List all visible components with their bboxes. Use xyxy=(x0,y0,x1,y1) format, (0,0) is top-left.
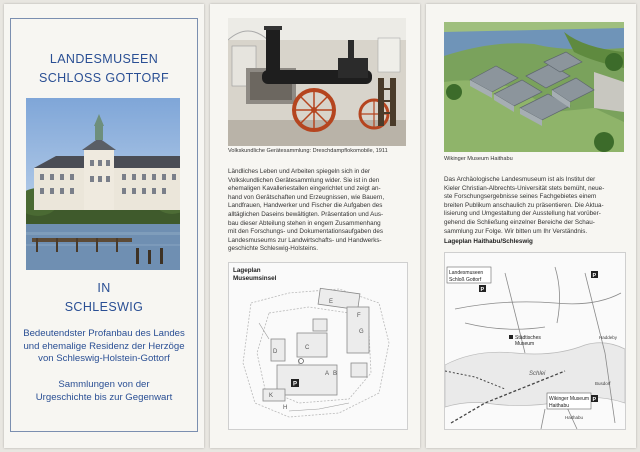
map-label-busdorf: Busdorf xyxy=(595,381,611,386)
haithabu-panel xyxy=(426,4,636,448)
parking-label: P xyxy=(592,272,597,279)
text-line: Kieler Christian-Albrechts-Universität stets bemüht, neue- xyxy=(444,184,605,192)
coll-line-2: Urgeschichte bis zur Gegenwart xyxy=(35,391,173,403)
cover-panel xyxy=(4,4,204,448)
text-line: sammlung zur Folge. Wir bitten um Ihr Verständnis. xyxy=(444,227,588,235)
map-title-line-2: Museumsinsel xyxy=(233,275,277,282)
map-label-e: E xyxy=(329,299,334,305)
in-line: IN xyxy=(97,281,111,295)
map-label-haddeby: Haddeby xyxy=(599,335,618,340)
collections-subtitle xyxy=(4,379,204,404)
text-line: Das Archäologische Landesmuseum ist als Institut der xyxy=(444,176,596,183)
parking-label: P xyxy=(293,381,298,388)
coll-line-1: Sammlungen von der xyxy=(58,379,150,390)
desc-line-2: und ehemalige Residenz der Herzöge xyxy=(23,340,185,352)
text-line: breiten Publikum anschaulich zu präsentieren. Die Aktua- xyxy=(444,201,604,209)
map-label-haithabu: Haithabu xyxy=(565,415,584,420)
parking-label: P xyxy=(480,286,485,293)
map-label-wikinger-2: Haithabu xyxy=(549,403,570,409)
viking-museum-photo xyxy=(444,22,624,152)
title-line-2: SCHLOSS GOTTORF xyxy=(38,71,170,85)
map-label-gottorf-2: Schloß Gottorf xyxy=(449,277,482,283)
map-label-b: B xyxy=(333,371,338,377)
map-label-k: K xyxy=(269,393,274,399)
text-line: bau dieser Abteilung stehen in engem Zusammenhang xyxy=(228,219,381,227)
museum-title xyxy=(4,50,204,88)
text-line: ste Forschungsergebnisse seines Fachgebietes einem xyxy=(444,193,597,201)
town-line: SCHLESWIG xyxy=(64,300,144,314)
text-line: Volkskundlichen Gerätesammlung wider. Sie ist in den xyxy=(228,176,380,184)
museum-marker-icon xyxy=(509,335,513,339)
text-line: gehend die Schließung einzelner Bereiche der Schau- xyxy=(444,218,595,226)
map-label-schlei: Schlei xyxy=(529,371,546,377)
map-label-staedtisches-2: Museum xyxy=(515,341,535,347)
desc-line-3: von Schleswig-Holstein-Gottorf xyxy=(38,353,170,364)
map-title-line-1: Lageplan xyxy=(233,267,261,274)
text-line: Landfrauen, Handwerker und Fischer die Aufgaben des xyxy=(228,202,383,210)
text-line: mit den Forschungs- und Dokumentationsaufgaben des xyxy=(228,228,384,236)
text-line: Ländliches Leben und Arbeiten spiegeln sich in der xyxy=(228,168,371,175)
map-label-h: H xyxy=(283,405,288,411)
map-label-staedtisches-1: Städtisches xyxy=(515,335,541,341)
haithabu-text xyxy=(444,176,626,236)
text-line: alltäglichen Daseins bewältigten. Präsentation und Aus- xyxy=(228,210,384,218)
map-label-f: F xyxy=(357,313,361,319)
text-line: geschichte Schleswig-Holsteins. xyxy=(228,245,318,253)
map-label-gottorf-1: Landesmuseen xyxy=(449,270,484,276)
viking-photo-caption: Wikinger Museum Haithabu xyxy=(444,156,513,162)
engine-photo-caption: Volkskundliche Gerätesammlung: Dreschdampflokomobile, 1911 xyxy=(228,148,388,154)
map-label-a: A xyxy=(325,371,330,377)
museum-island-map xyxy=(228,262,408,430)
haithabu-map-title: Lageplan Haithabu/Schleswig xyxy=(444,238,533,245)
title-line-1: LANDESMUSEEN xyxy=(49,52,159,66)
desc-line-1: Bedeutendster Profanbau des Landes xyxy=(23,328,185,339)
cover-description xyxy=(4,328,204,366)
map-label-g: G xyxy=(359,329,364,335)
folk-collection-text xyxy=(228,168,408,254)
map-label-c: C xyxy=(305,345,310,351)
steam-engine-photo xyxy=(228,18,406,146)
parking-label: P xyxy=(592,396,597,403)
map-label-d: D xyxy=(273,349,278,355)
text-line: ehemaligen Kavalleriestallen eingerichtet und zeigt an- xyxy=(228,185,381,193)
castle-photo xyxy=(26,98,180,270)
folk-collection-panel xyxy=(210,4,420,448)
text-line: hand von Gerätschaften und Erzeugnissen, wie Bauern, xyxy=(228,193,385,201)
text-line: Landesmuseums zur Landwirtschafts- und Handwerks- xyxy=(228,236,382,244)
map-label-wikinger-1: Wikinger Museum xyxy=(549,396,590,402)
text-line: lisierung und Umgestaltung der Ausstellung hat vorüber- xyxy=(444,210,601,218)
haithabu-map xyxy=(444,252,626,430)
location-heading xyxy=(4,279,204,317)
